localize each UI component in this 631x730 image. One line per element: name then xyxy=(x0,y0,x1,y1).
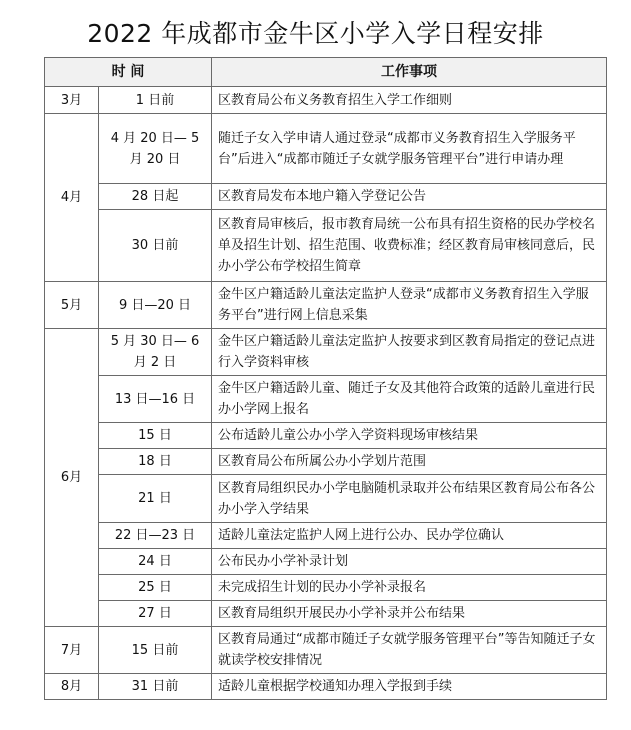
work-cell: 适龄儿童法定监护人网上进行公办、民办学位确认 xyxy=(212,523,607,549)
date-cell: 25 日 xyxy=(99,575,212,601)
date-cell: 18 日 xyxy=(99,449,212,475)
work-cell: 区教育局组织民办小学电脑随机录取并公布结果区教育局公布各公办小学入学结果 xyxy=(212,475,607,523)
month-cell: 7月 xyxy=(45,627,99,674)
date-cell: 24 日 xyxy=(99,549,212,575)
month-cell: 6月 xyxy=(45,329,99,627)
date-cell: 15 日 xyxy=(99,423,212,449)
date-cell: 28 日起 xyxy=(99,184,212,210)
schedule-table xyxy=(44,57,607,700)
table-row xyxy=(45,114,607,184)
table-row xyxy=(45,423,607,449)
work-cell: 区教育局审核后，报市教育局统一公布具有招生资格的民办学校名单及招生计划、招生范围、收费标准；经区教育局审核同意后，民办小学公布学校招生简章 xyxy=(212,210,607,282)
work-cell: 适龄儿童根据学校通知办理入学报到手续 xyxy=(212,674,607,700)
date-cell: 27 日 xyxy=(99,601,212,627)
date-cell: 1 日前 xyxy=(99,87,212,114)
table-row xyxy=(45,87,607,114)
table-row xyxy=(45,329,607,376)
date-cell: 9 日—20 日 xyxy=(99,282,212,329)
table-row xyxy=(45,184,607,210)
work-cell: 区教育局公布义务教育招生入学工作细则 xyxy=(212,87,607,114)
month-cell: 8月 xyxy=(45,674,99,700)
date-cell: 15 日前 xyxy=(99,627,212,674)
month-cell: 5月 xyxy=(45,282,99,329)
work-cell: 公布民办小学补录计划 xyxy=(212,549,607,575)
document-title: 2022 年成都市金牛区小学入学日程安排 xyxy=(87,19,544,48)
table-row xyxy=(45,674,607,700)
header-time: 时 间 xyxy=(45,58,212,87)
date-cell: 22 日—23 日 xyxy=(99,523,212,549)
table-row xyxy=(45,282,607,329)
month-cell: 3月 xyxy=(45,87,99,114)
table-row xyxy=(45,549,607,575)
date-cell: 13 日—16 日 xyxy=(99,376,212,423)
header-work-items: 工作事项 xyxy=(212,58,607,87)
table-row xyxy=(45,575,607,601)
work-cell: 未完成招生计划的民办小学补录报名 xyxy=(212,575,607,601)
date-cell: 21 日 xyxy=(99,475,212,523)
table-row xyxy=(45,449,607,475)
work-cell: 区教育局组织开展民办小学补录并公布结果 xyxy=(212,601,607,627)
table-row xyxy=(45,627,607,674)
table-row xyxy=(45,210,607,282)
work-cell: 公布适龄儿童公办小学入学资料现场审核结果 xyxy=(212,423,607,449)
work-cell: 区教育局发布本地户籍入学登记公告 xyxy=(212,184,607,210)
date-cell: 30 日前 xyxy=(99,210,212,282)
work-cell: 区教育局公布所属公办小学划片范围 xyxy=(212,449,607,475)
table-row xyxy=(45,376,607,423)
work-cell: 区教育局通过“成都市随迁子女就学服务管理平台”等告知随迁子女就读学校安排情况 xyxy=(212,627,607,674)
date-cell: 4 月 20 日— 5 月 20 日 xyxy=(99,114,212,184)
month-cell: 4月 xyxy=(45,114,99,282)
work-cell: 金牛区户籍适龄儿童法定监护人登录“成都市义务教育招生入学服务平台”进行网上信息采集 xyxy=(212,282,607,329)
table-header-row xyxy=(45,58,607,87)
table-row xyxy=(45,601,607,627)
work-cell: 随迁子女入学申请人通过登录“成都市义务教育招生入学服务平台”后进入“成都市随迁子女就学服务管理平台”进行申请办理 xyxy=(212,114,607,184)
table-row xyxy=(45,475,607,523)
table-row xyxy=(45,523,607,549)
work-cell: 金牛区户籍适龄儿童法定监护人按要求到区教育局指定的登记点进行入学资料审核 xyxy=(212,329,607,376)
date-cell: 5 月 30 日— 6 月 2 日 xyxy=(99,329,212,376)
date-cell: 31 日前 xyxy=(99,674,212,700)
work-cell: 金牛区户籍适龄儿童、随迁子女及其他符合政策的适龄儿童进行民办小学网上报名 xyxy=(212,376,607,423)
